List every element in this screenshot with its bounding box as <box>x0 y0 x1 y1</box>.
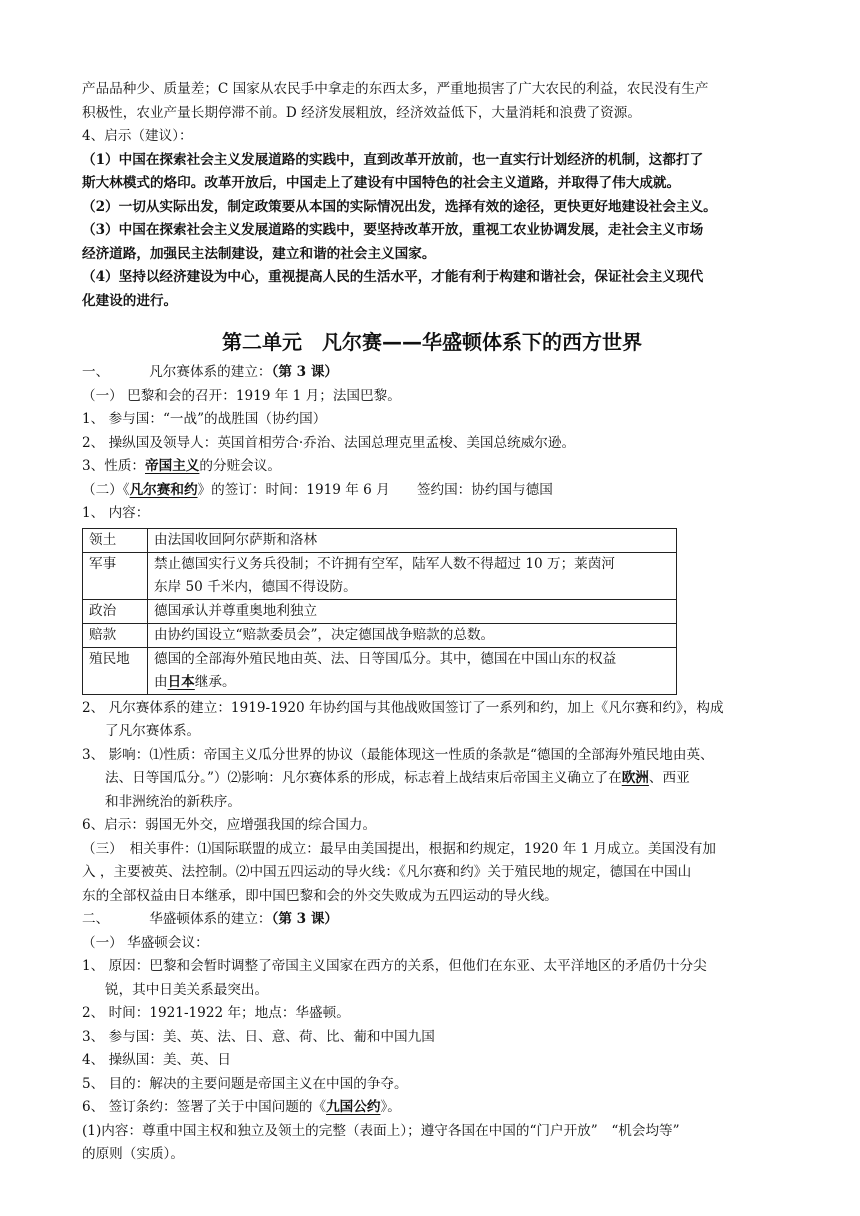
nature-label: 3、性质： <box>82 458 146 474</box>
keyword-versailles-treaty: 凡尔赛和约 <box>129 481 198 498</box>
content-item-cont: 的原则（实质）。 <box>82 1146 184 1162</box>
treaty-terms-table <box>82 528 677 695</box>
unit-title: 第二单元 凡尔赛——华盛顿体系下的西方世界 <box>222 330 642 354</box>
table-value-line: 德国的全部海外殖民地由英、法、日等国瓜分。其中，德国在中国山东的权益 <box>154 650 617 667</box>
list-item-cont: 锐，其中日美关系最突出。 <box>105 981 269 998</box>
enlighten-point-1-cont: 斯大林模式的烙印。改革开放后，中国走上了建设有中国特色的社会主义道路，并取得了伟大成就。 <box>82 175 681 191</box>
list-item: 2、 操纵国及领导人：英国首相劳合·乔治、法国总理克里孟梭、美国总统威尔逊。 <box>82 434 576 451</box>
section-1-heading <box>82 361 782 385</box>
enlighten-point-4-cont: 化建设的进行。 <box>82 292 178 309</box>
intro-line: 积极性，农业产量长期停滞不前。D 经济发展粗放，经济效益低下，大量消耗和浪费了资源。 <box>82 104 641 121</box>
table-key: 赔款 <box>83 623 148 647</box>
list-item: 1、 原因：巴黎和会暂时调整了帝国主义国家在西方的关系，但他们在东亚、太平洋地区的矛盾仍十分尖 <box>82 958 707 974</box>
lesson-ref: （第 3 课） <box>271 911 339 927</box>
list-item: 2、 时间：1921-1922 年；地点：华盛顿。 <box>82 1005 350 1021</box>
table-key: 领土 <box>83 528 148 552</box>
list-item-cont: 和非洲统治的新秩序。 <box>105 793 241 810</box>
table-value: 由法国收回阿尔萨斯和洛林 <box>148 528 677 552</box>
list-item: 5、 目的：解决的主要问题是帝国主义在中国的争夺。 <box>82 1075 408 1092</box>
table-row <box>83 528 677 552</box>
list-item-nature <box>82 455 782 479</box>
table-value-line: 东岸 50 千米内，德国不得设防。 <box>154 578 357 595</box>
list-item-treaty <box>82 1096 782 1120</box>
table-key: 军事 <box>83 552 148 599</box>
enlighten-point-4: （4）坚持以经济建设为中心，重视提高人民的生活水平，才能有利于构建和谐社会，保证社会主义现代 <box>82 269 704 285</box>
list-item: 3、 参与国：美、英、法、日、意、荷、比、葡和中国九国 <box>82 1028 435 1045</box>
keyword-imperialism: 帝国主义 <box>145 458 200 474</box>
list-item: 1、 参与国：“一战”的战胜国（协约国） <box>82 411 327 427</box>
table-row <box>83 552 677 599</box>
enlighten-point-2: （2）一切从实际出发，制定政策要从本国的实际情况出发，选择有效的途径，更快更好地建设社会主义。 <box>82 198 717 215</box>
text: 由 <box>154 673 168 690</box>
related-events-cont: 入 ，主要被英、法控制。⑵中国五四运动的导火线：《凡尔赛和约》关于殖民地的规定，德国在中国山 <box>82 864 692 880</box>
section-title: 凡尔赛体系的建立： <box>149 364 272 380</box>
table-value-line <box>154 671 670 694</box>
enlighten-point-3-cont: 经济道路，加强民主法制建设，建立和谐的社会主义国家。 <box>82 245 436 262</box>
list-item-cont <box>82 767 782 791</box>
treaty-info: 》的签订：时间：1919 年 6 月 签约国：协约国与德国 <box>197 481 553 498</box>
related-events-cont: 东的全部权益由日本继承，即中国巴黎和会的外交失败成为五四运动的导火线。 <box>82 887 558 904</box>
subsection-heading: （一） 华盛顿会议： <box>82 934 209 951</box>
section-2-heading <box>82 908 782 932</box>
keyword-nine-power-treaty: 九国公约 <box>326 1099 381 1115</box>
table-value <box>148 647 677 694</box>
enlighten-point-3: （3）中国在探索社会主义发展道路的实践中，要坚持改革开放，重视工农业协调发展，走社会主义市场 <box>82 222 704 238</box>
subsection-heading: （一） 巴黎和会的召开：1919 年 1 月；法国巴黎。 <box>82 387 401 404</box>
section-title: 华盛顿体系的建立： <box>149 911 272 927</box>
table-row <box>83 647 677 694</box>
table-key: 殖民地 <box>83 647 148 694</box>
list-item: 6、启示：弱国无外交，应增强我国的综合国力。 <box>82 817 377 833</box>
list-item: 3、 影响：⑴性质：帝国主义瓜分世界的协议（最能体现这一性质的条款是“德国的全部海外殖民地由英、 <box>82 746 714 763</box>
list-item: 2、 凡尔赛体系的建立：1919-1920 年协约国与其他战败国签订了一系列和约，加上《凡尔赛和约》，构成 <box>82 699 724 716</box>
list-item-cont: 了凡尔赛体系。 <box>105 723 201 739</box>
document-page <box>82 78 782 1167</box>
table-row <box>83 599 677 623</box>
intro-line: 产品品种少、质量差；C 国家从农民手中拿走的东西太多，严重地损害了广大农民的利益，农民没有生产 <box>82 81 709 97</box>
lesson-ref: （第 3 课） <box>271 364 339 380</box>
text: 、西亚 <box>648 770 690 786</box>
table-value: 德国承认并尊重奥地利独立 <box>148 599 677 623</box>
section-number: 二、 <box>82 911 110 927</box>
content-item: (1)内容：尊重中国主权和独立及领土的完整（表面上）；遵守各国在中国的“门户开放” “机会均等” <box>82 1122 680 1139</box>
table-value: 由协约国设立“赔款委员会”，决定德国战争赔款的总数。 <box>148 623 677 647</box>
subsection-heading-treaty <box>82 479 782 503</box>
text: 6、 签订条约：签署了关于中国问题的《 <box>82 1099 327 1115</box>
nature-text: 的分赃会议。 <box>199 458 281 474</box>
treaty-prefix: （二）《 <box>82 481 130 498</box>
list-item: 4、 操纵国：美、英、日 <box>82 1052 231 1068</box>
enlighten-point-1: （1）中国在探索社会主义发展道路的实践中，直到改革开放前，也一直实行计划经济的机制，这都打了 <box>82 151 704 168</box>
text: 法、日等国瓜分。”）⑵影响：凡尔赛体系的形成，标志着上战结束后帝国主义确立了在 <box>105 770 622 786</box>
keyword-japan: 日本 <box>167 673 195 690</box>
text: 》。 <box>380 1099 401 1115</box>
table-key: 政治 <box>83 599 148 623</box>
section-number: 一、 <box>82 364 110 380</box>
keyword-europe: 欧洲 <box>621 770 649 786</box>
table-row <box>83 623 677 647</box>
related-events: （三） 相关事件：⑴国际联盟的成立：最早由美国提出，根据和约规定，1920 年 1 月成立。美国没有加 <box>82 840 716 857</box>
content-label: 1、 内容： <box>82 505 150 521</box>
text: 继承。 <box>194 673 236 690</box>
enlighten-heading: 4、启示（建议）： <box>82 128 193 144</box>
table-value <box>148 552 677 599</box>
table-value-line: 禁止德国实行义务兵役制；不许拥有空军，陆军人数不得超过 10 万；莱茵河 <box>154 555 615 572</box>
